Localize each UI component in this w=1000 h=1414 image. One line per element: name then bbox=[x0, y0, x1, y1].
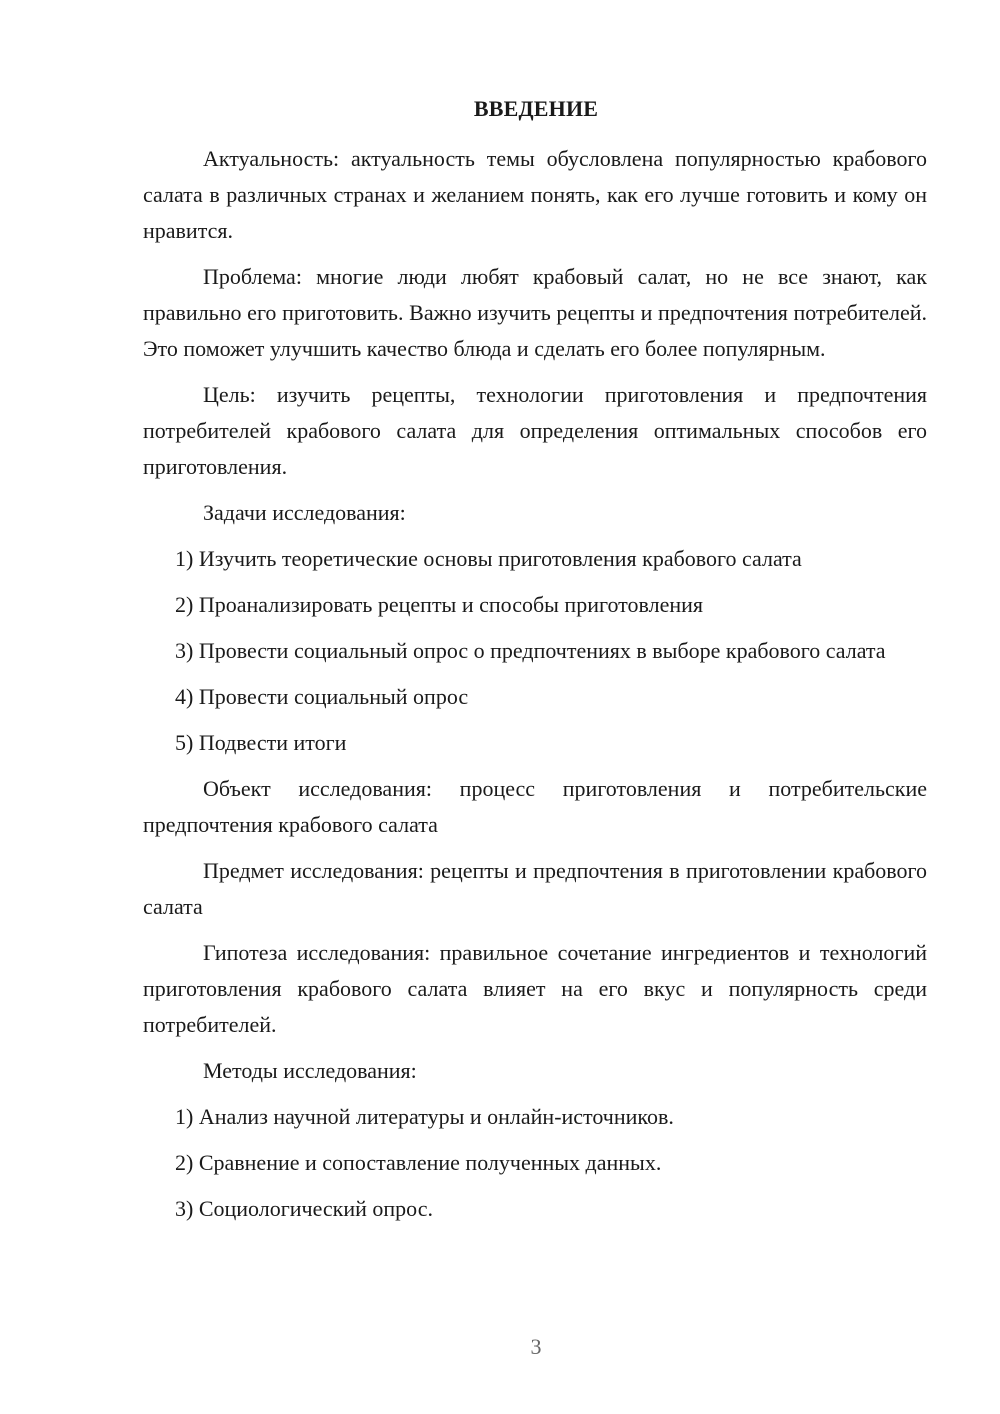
problem-paragraph: Проблема: многие люди любят крабовый салат, но не все знают, как правильно его приготовить. Важно изучить рецепты и предпочтения потребителей. Это поможет улучшить качество блюда и сделать его более популярным. bbox=[143, 264, 927, 361]
subject-paragraph: Предмет исследования: рецепты и предпочтения в приготовлении крабового салата bbox=[143, 858, 927, 919]
methods-heading: Методы исследования: bbox=[203, 1058, 417, 1083]
page-number: 3 bbox=[530, 1334, 542, 1359]
section-title: ВВЕДЕНИЕ bbox=[473, 96, 599, 121]
method-item: 3) Социологический опрос. bbox=[175, 1196, 433, 1221]
task-item: 1) Изучить теоретические основы приготовления крабового салата bbox=[175, 546, 802, 571]
hypothesis-paragraph: Гипотеза исследования: правильное сочетание ингредиентов и технологий приготовления крабового салата влияет на его вкус и популярность среди потребителей. bbox=[143, 940, 927, 1037]
goal-paragraph: Цель: изучить рецепты, технологии приготовления и предпочтения потребителей крабового салата для определения оптимальных способов его приготовления. bbox=[143, 382, 927, 479]
tasks-heading: Задачи исследования: bbox=[203, 500, 406, 525]
method-item: 1) Анализ научной литературы и онлайн-источников. bbox=[175, 1104, 674, 1129]
object-paragraph: Объект исследования: процесс приготовления и потребительские предпочтения крабового салата bbox=[143, 776, 927, 837]
method-item: 2) Сравнение и сопоставление полученных данных. bbox=[175, 1150, 662, 1175]
task-item: 4) Провести социальный опрос bbox=[175, 684, 469, 709]
relevance-paragraph: Актуальность: актуальность темы обусловлена популярностью крабового салата в различных странах и желанием понять, как его лучше готовить и кому он нравится. bbox=[143, 146, 927, 243]
task-item: 2) Проанализировать рецепты и способы приготовления bbox=[175, 592, 703, 617]
task-item: 5) Подвести итоги bbox=[175, 730, 347, 755]
task-item: 3) Провести социальный опрос о предпочтениях в выборе крабового салата bbox=[175, 638, 886, 663]
section-body bbox=[143, 141, 927, 1237]
